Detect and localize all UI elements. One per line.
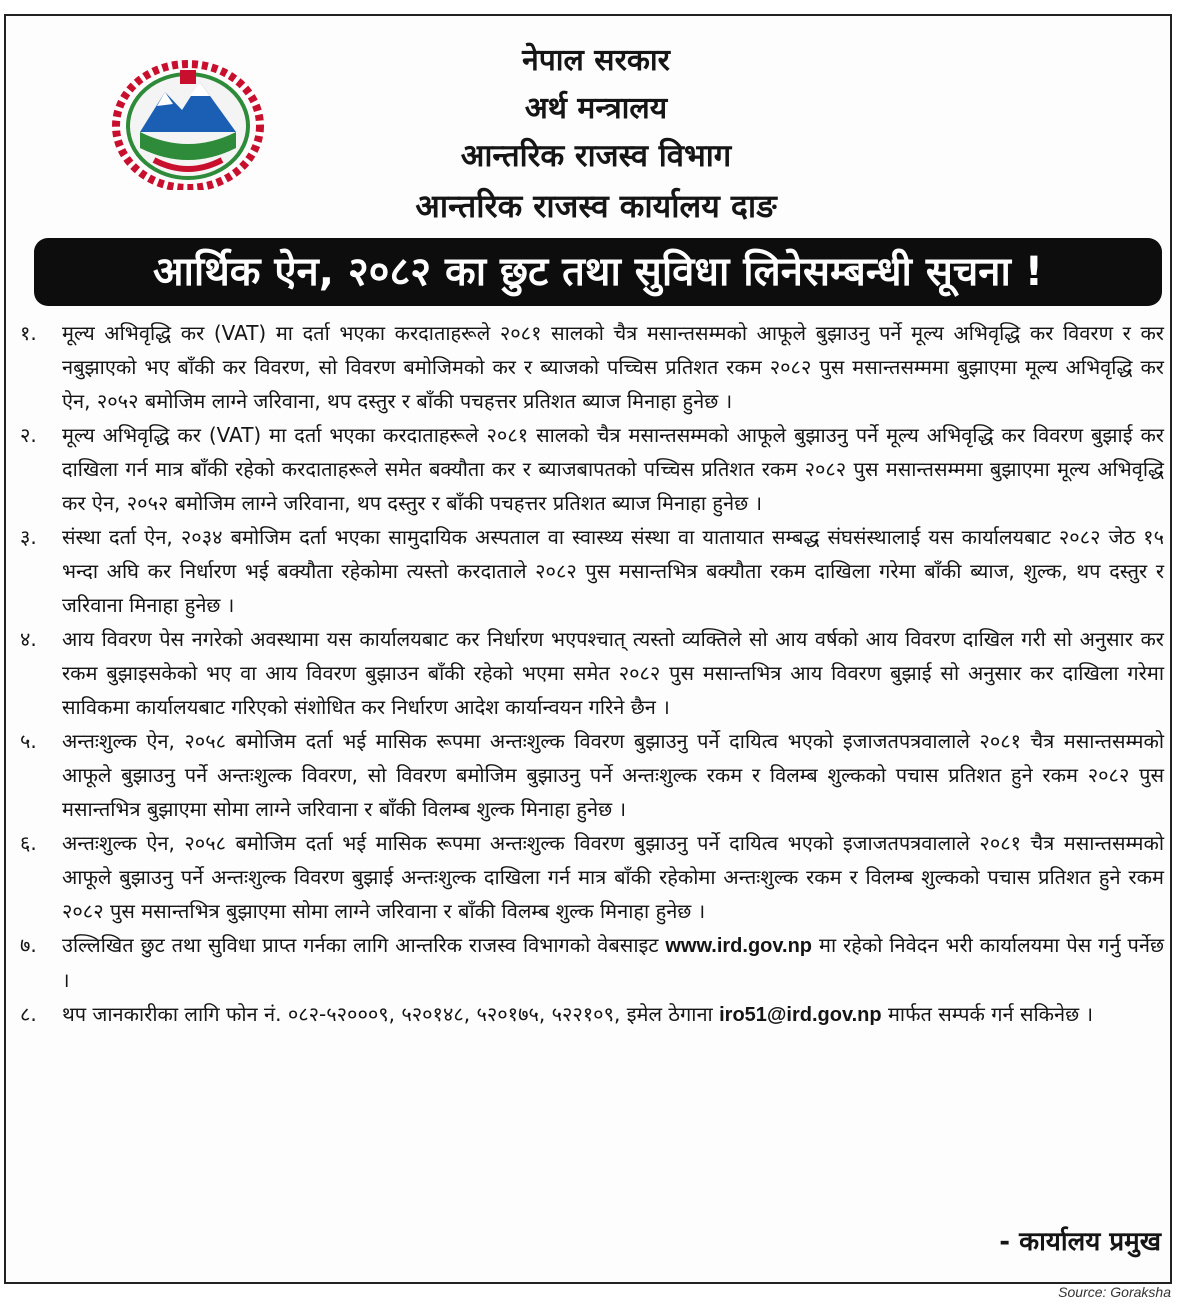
item-text-part: मा रहेको निवेदन भरी कार्यालयमा पेस गर्नु पर्नेछ । <box>62 933 1164 992</box>
header-department: आन्तरिक राजस्व विभाग <box>460 138 732 174</box>
item-text-part: थप जानकारीका लागि फोन नं. ०८२-५२०००९, ५२०१४८, ५२०१७५, ५२२१०९, इमेल ठेगाना <box>62 1002 720 1026</box>
item-text-part: मार्फत सम्पर्क गर्न सकिनेछ । <box>881 1002 1094 1026</box>
notice-frame <box>4 14 1172 1284</box>
item-text: संस्था दर्ता ऐन, २०३४ बमोजिम दर्ता भएका सामुदायिक अस्पताल वा स्वास्थ्य संस्था वा यातायात सम्बद्ध संघसंस्थालाई यस कार्यालयबाट २०८२ जेठ १५ भन्दा अघि कर निर्धारण भई बक्यौता रहेकोमा त्यस्तो करदाताले २०८२ पुस मसान्तभित्र बक्यौता रकम दाखिला गरेमा बाँकी ब्याज, शुल्क, थप दस्तुर र जरिवाना मिनाहा हुनेछ । <box>62 525 1164 617</box>
item-text: आय विवरण पेस नगरेको अवस्थामा यस कार्यालयबाट कर निर्धारण भएपश्चात् त्यस्तो व्यक्तिले सो आय वर्षको आय विवरण दाखिल गरी सो अनुसार कर रकम बुझाइसकेको भए वा आय विवरण बुझाउन बाँकी रहेको भएमा समेत २०८२ पुस मसान्तभित्र आय विवरण बुझाई सो अनुसार कर दाखिला गरेमा साविकमा कार्यालयबाट गरिएको संशोधित कर निर्धारण आदेश कार्यान्वयन गरिने छैन । <box>62 627 1164 719</box>
list-item <box>20 826 1164 928</box>
header-office: आन्तरिक राजस्व कार्यालय दाङ <box>415 187 777 225</box>
item-number: ६. <box>20 831 37 855</box>
item-text <box>62 928 1164 997</box>
list-item <box>20 928 1164 997</box>
item-number: ४. <box>20 627 37 651</box>
item-text: मूल्य अभिवृद्धि कर (VAT) मा दर्ता भएका करदाताहरूले २०८१ सालको चैत्र मसान्तसम्मको आफूले बुझाउनु पर्ने मूल्य अभिवृद्धि कर विवरण बुझाई कर दाखिला गर्न मात्र बाँकी रहेको करदाताहरूले समेत बक्यौता कर र ब्याजबापतको पच्चिस प्रतिशत रकम २०८२ पुस मसान्तसम्ममा बुझाएमा मूल्य अभिवृद्धि कर ऐन, २०५२ बमोजिम लाग्ने जरिवाना, थप दस्तुर र बाँकी पचहत्तर प्रतिशत ब्याज मिनाहा हुनेछ । <box>62 423 1164 515</box>
nepal-emblem-icon <box>110 52 266 190</box>
item-number: ७. <box>20 933 37 957</box>
header-government: नेपाल सरकार <box>522 43 670 78</box>
header-ministry: अर्थ मन्त्रालय <box>524 91 668 126</box>
notice-items <box>20 316 1164 1032</box>
list-item <box>20 724 1164 826</box>
item-text: अन्तःशुल्क ऐन, २०५८ बमोजिम दर्ता भई मासिक रूपमा अन्तःशुल्क विवरण बुझाउनु पर्ने दायित्व भएको इजाजतपत्रवालाले २०८१ चैत्र मसान्तसम्मको आफूले बुझाउनु पर्ने अन्तःशुल्क विवरण बुझाई अन्तःशुल्क दाखिला गर्न मात्र बाँकी रहेकोमा अन्तःशुल्क रकम र विलम्ब शुल्कको पचास प्रतिशत हुने रकम २०८२ पुस मसान्तभित्र बुझाएमा सोमा लाग्ने जरिवाना र बाँकी विलम्ब शुल्क मिनाहा हुनेछ । <box>62 831 1164 923</box>
item-number: ८. <box>20 1002 37 1026</box>
item-text: अन्तःशुल्क ऐन, २०५८ बमोजिम दर्ता भई मासिक रूपमा अन्तःशुल्क विवरण बुझाउनु पर्ने दायित्व भएको इजाजतपत्रवालाले २०८१ चैत्र मसान्तसम्मको आफूले बुझाउनु पर्ने अन्तःशुल्क विवरण, सो विवरण बमोजिम बुझाउनु पर्ने अन्तःशुल्क रकम र विलम्ब शुल्कको पचास प्रतिशत हुने रकम २०८२ पुस मसान्तभित्र बुझाएमा सोमा लाग्ने जरिवाना र बाँकी विलम्ब शुल्क मिनाहा हुनेछ । <box>62 729 1164 821</box>
item-number: १. <box>20 321 37 345</box>
item-text <box>62 997 1164 1032</box>
list-item <box>20 997 1164 1032</box>
list-item <box>20 520 1164 622</box>
source-credit: Source: Goraksha <box>1058 1284 1171 1300</box>
item-number: ३. <box>20 525 37 549</box>
notice-title-banner: आर्थिक ऐन, २०८२ का छुट तथा सुविधा लिनेसम्बन्धी सूचना ! <box>34 238 1162 306</box>
website-link[interactable]: www.ird.gov.np <box>665 935 813 957</box>
item-number: ५. <box>20 729 37 753</box>
list-item <box>20 622 1164 724</box>
item-number: २. <box>20 423 37 447</box>
item-text-part: उल्लिखित छुट तथा सुविधा प्राप्त गर्नका लागि आन्तरिक राजस्व विभागको वेबसाइट <box>62 933 666 957</box>
email-link[interactable]: iro51@ird.gov.np <box>719 1004 882 1026</box>
signature: - कार्यालय प्रमुख <box>999 1227 1161 1257</box>
item-text: मूल्य अभिवृद्धि कर (VAT) मा दर्ता भएका करदाताहरूले २०८१ सालको चैत्र मसान्तसम्मको आफूले बुझाउनु पर्ने मूल्य अभिवृद्धि कर विवरण र कर नबुझाएको भए बाँकी कर विवरण, सो विवरण बमोजिमको कर र ब्याजको पच्चिस प्रतिशत रकम २०८२ पुस मसान्तसम्ममा बुझाएमा मूल्य अभिवृद्धि कर ऐन, २०५२ बमोजिम लाग्ने जरिवाना, थप दस्तुर र बाँकी पचहत्तर प्रतिशत ब्याज मिनाहा हुनेछ । <box>62 321 1164 413</box>
list-item <box>20 316 1164 418</box>
list-item <box>20 418 1164 520</box>
